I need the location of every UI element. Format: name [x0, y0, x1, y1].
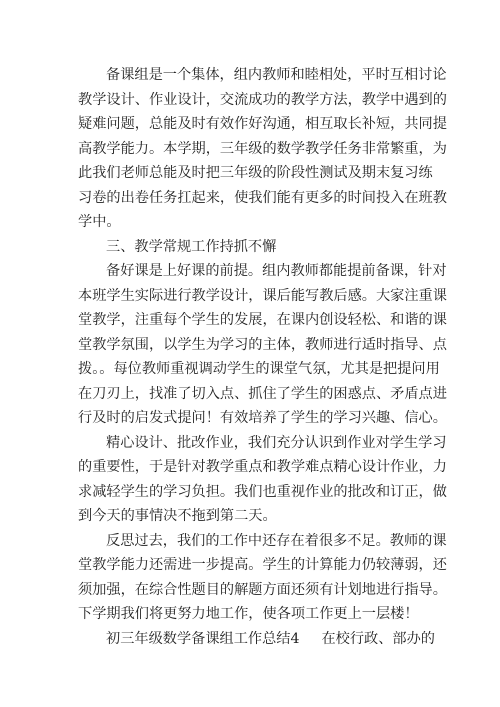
section-heading: 三、教学常规工作持抓不懈	[106, 238, 277, 255]
paragraph-line: 学中。	[78, 214, 121, 230]
paragraph-line: 备课组是一个集体，组内教师和睦相处，平时互相讨论	[106, 67, 447, 83]
paragraph-line: 拨。。每位教师重视调动学生的课堂气氛，尤其是把提问用	[78, 361, 440, 377]
paragraph-line: 堂教学，注重每个学生的发展，在课内创设轻松、和谐的课	[78, 312, 447, 328]
paragraph-line: 精心设计、批改作业，我们充分认识到作业对学生学习	[106, 434, 447, 451]
paragraph-line: 堂教学氛围，以学生为学习的主体，教师进行适时指导、点	[78, 336, 447, 353]
paragraph-line: 习卷的出卷任务扛起来，使我们能有更多的时间投入在班教	[78, 189, 447, 206]
paragraph-line: 教学设计、作业设计，交流成功的教学方法，教学中遇到的	[78, 91, 447, 108]
paragraph-fragment: 在校行政、部办的	[321, 630, 435, 647]
paragraph-line: 到今天的事情决不拖到第二天。	[78, 508, 277, 524]
paragraph-line: 堂教学能力还需进一步提高。学生的计算能力仍较薄弱，还	[78, 557, 447, 573]
article-title: 初三年级数学备课组工作总结4	[106, 630, 300, 647]
paragraph-line: 下学期我们将更努力地工作，使各项工作更上一层楼！	[78, 606, 419, 622]
paragraph-line: 在刀刃上，找准了切入点、抓住了学生的困惑点、矛盾点进	[78, 385, 447, 402]
paragraph-line: 求减轻学生的学习负担。我们也重视作业的批改和订正，做	[78, 483, 447, 500]
paragraph-line: 的重要性，于是针对教学重点和教学难点精心设计作业，力	[78, 459, 447, 475]
paragraph-line: 疑难问题，总能及时有效作好沟通，相互取长补短，共同提	[78, 116, 447, 132]
paragraph-line: 反思过去，我们的工作中还存在着很多不足。教师的课	[106, 532, 447, 549]
paragraph-line: 高教学能力。本学期，三年级的数学教学任务非常繁重，为	[78, 140, 447, 157]
paragraph-line: 此我们老师总能及时把三年级的阶段性测试及期末复习练	[78, 165, 433, 181]
paragraph-line: 备好课是上好课的前提。组内教师都能提前备课，针对	[106, 263, 447, 279]
closing-line	[78, 627, 438, 652]
paragraph-line: 须加强，在综合性题目的解题方面还须有计划地进行指导。	[78, 581, 447, 598]
paragraph-line: 本班学生实际进行教学设计，课后能写教后感。大家注重课	[78, 287, 447, 304]
document-body	[78, 63, 447, 651]
paragraph-line: 行及时的启发式提问！有效培养了学生的学习兴趣、信心。	[78, 410, 447, 426]
